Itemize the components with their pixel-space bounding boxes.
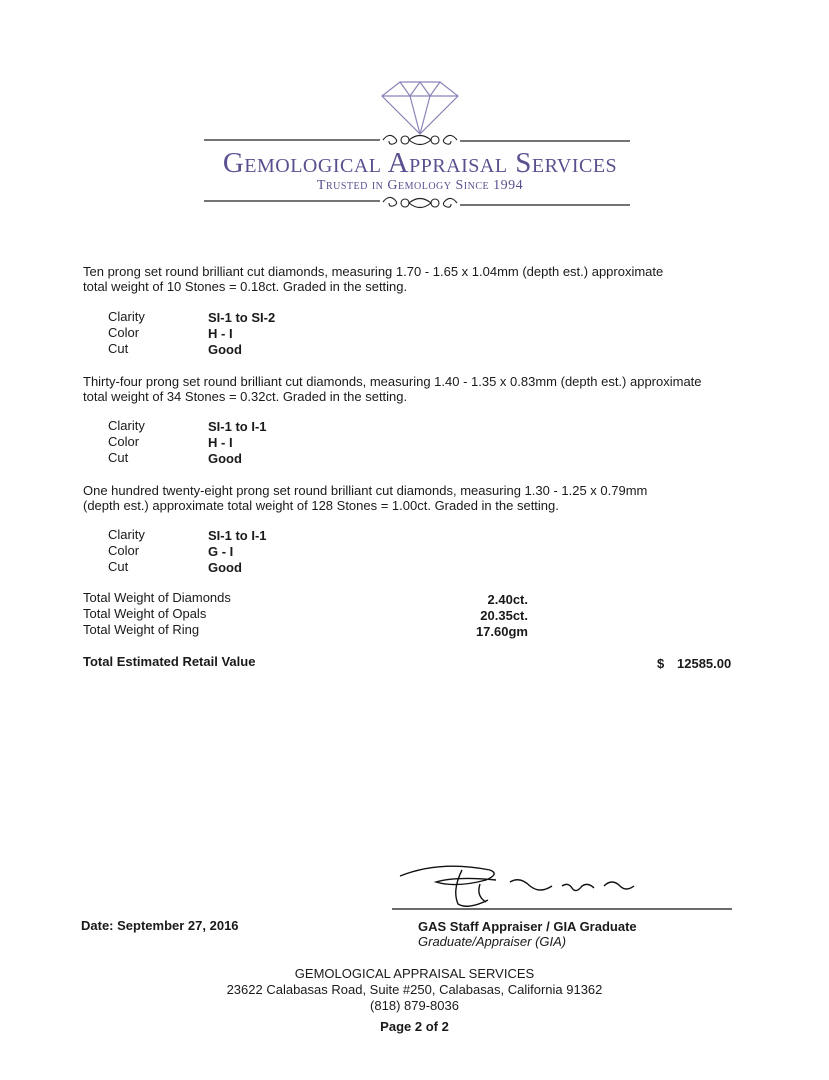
section-2-description-line1: Thirty-four prong set round brilliant cut diamonds, measuring 1.40 - 1.35 x 0.83mm (depth est.) approximate (83, 374, 702, 389)
total-ring-label: Total Weight of Ring (83, 622, 200, 637)
section-2-description-line2: total weight of 34 Stones = 0.32ct. Graded in the setting. (83, 389, 408, 404)
section-1-description-line1: Ten prong set round brilliant cut diamonds, measuring 1.70 - 1.65 x 1.04mm (depth est.) approximate (83, 264, 664, 279)
section-3-color-label: Color (108, 543, 140, 558)
section-1-cut-value: Good (208, 342, 242, 357)
section-1-color-label: Color (108, 325, 140, 340)
section-2-clarity-label: Clarity (108, 418, 145, 433)
retail-currency: $ (657, 656, 665, 671)
signature-title: GAS Staff Appraiser / GIA Graduate (418, 919, 637, 934)
retail-amount: 12585.00 (677, 656, 732, 671)
section-1-clarity-value: SI-1 to SI-2 (208, 310, 276, 325)
total-opals-label: Total Weight of Opals (83, 606, 207, 621)
signature (392, 862, 737, 914)
footer-phone: (818) 879-8036 (370, 998, 459, 1013)
section-3-clarity-label: Clarity (108, 527, 145, 542)
ornament-bottom-icon (383, 197, 457, 207)
section-3-color-value: G - I (208, 544, 234, 559)
ornament-top-icon (383, 135, 457, 144)
total-ring-value: 17.60gm (475, 624, 528, 639)
footer-company: GEMOLOGICAL APPRAISAL SERVICES (294, 966, 535, 981)
section-1-description-line2: total weight of 10 Stones = 0.18ct. Graded in the setting. (83, 279, 408, 294)
total-opals-value: 20.35ct. (480, 608, 528, 623)
section-3-clarity-value: SI-1 to I-1 (208, 528, 267, 543)
footer-address: 23622 Calabasas Road, Suite #250, Calabasas, California 91362 (226, 982, 603, 997)
section-1-clarity-label: Clarity (108, 309, 145, 324)
section-2-cut-value: Good (208, 451, 242, 466)
signature-subtitle: Graduate/Appraiser (GIA) (418, 934, 567, 949)
retail-value-label: Total Estimated Retail Value (83, 654, 256, 669)
logo-company-name: Gemological Appraisal Services (222, 147, 618, 179)
section-1-color-value: H - I (208, 326, 233, 341)
section-2-clarity-value: SI-1 to I-1 (208, 419, 267, 434)
section-3-cut-label: Cut (108, 559, 129, 574)
section-1-cut-label: Cut (108, 341, 129, 356)
date-line: Date: September 27, 2016 (81, 918, 239, 933)
total-diamonds-value: 2.40ct. (487, 592, 528, 607)
section-3-description-line2: (depth est.) approximate total weight of 128 Stones = 1.00ct. Graded in the setting. (83, 498, 559, 513)
section-2-cut-label: Cut (108, 450, 129, 465)
company-logo (200, 76, 640, 216)
page-number: Page 2 of 2 (380, 1019, 449, 1034)
total-diamonds-label: Total Weight of Diamonds (83, 590, 231, 605)
diamond-icon (382, 82, 458, 134)
section-3-description-line1: One hundred twenty-eight prong set round brilliant cut diamonds, measuring 1.30 - 1.25 x 0.79mm (83, 483, 648, 498)
section-2-color-value: H - I (208, 435, 233, 450)
section-2-color-label: Color (108, 434, 140, 449)
logo-tagline: Trusted in Gemology Since 1994 (316, 178, 524, 193)
section-3-cut-value: Good (208, 560, 242, 575)
